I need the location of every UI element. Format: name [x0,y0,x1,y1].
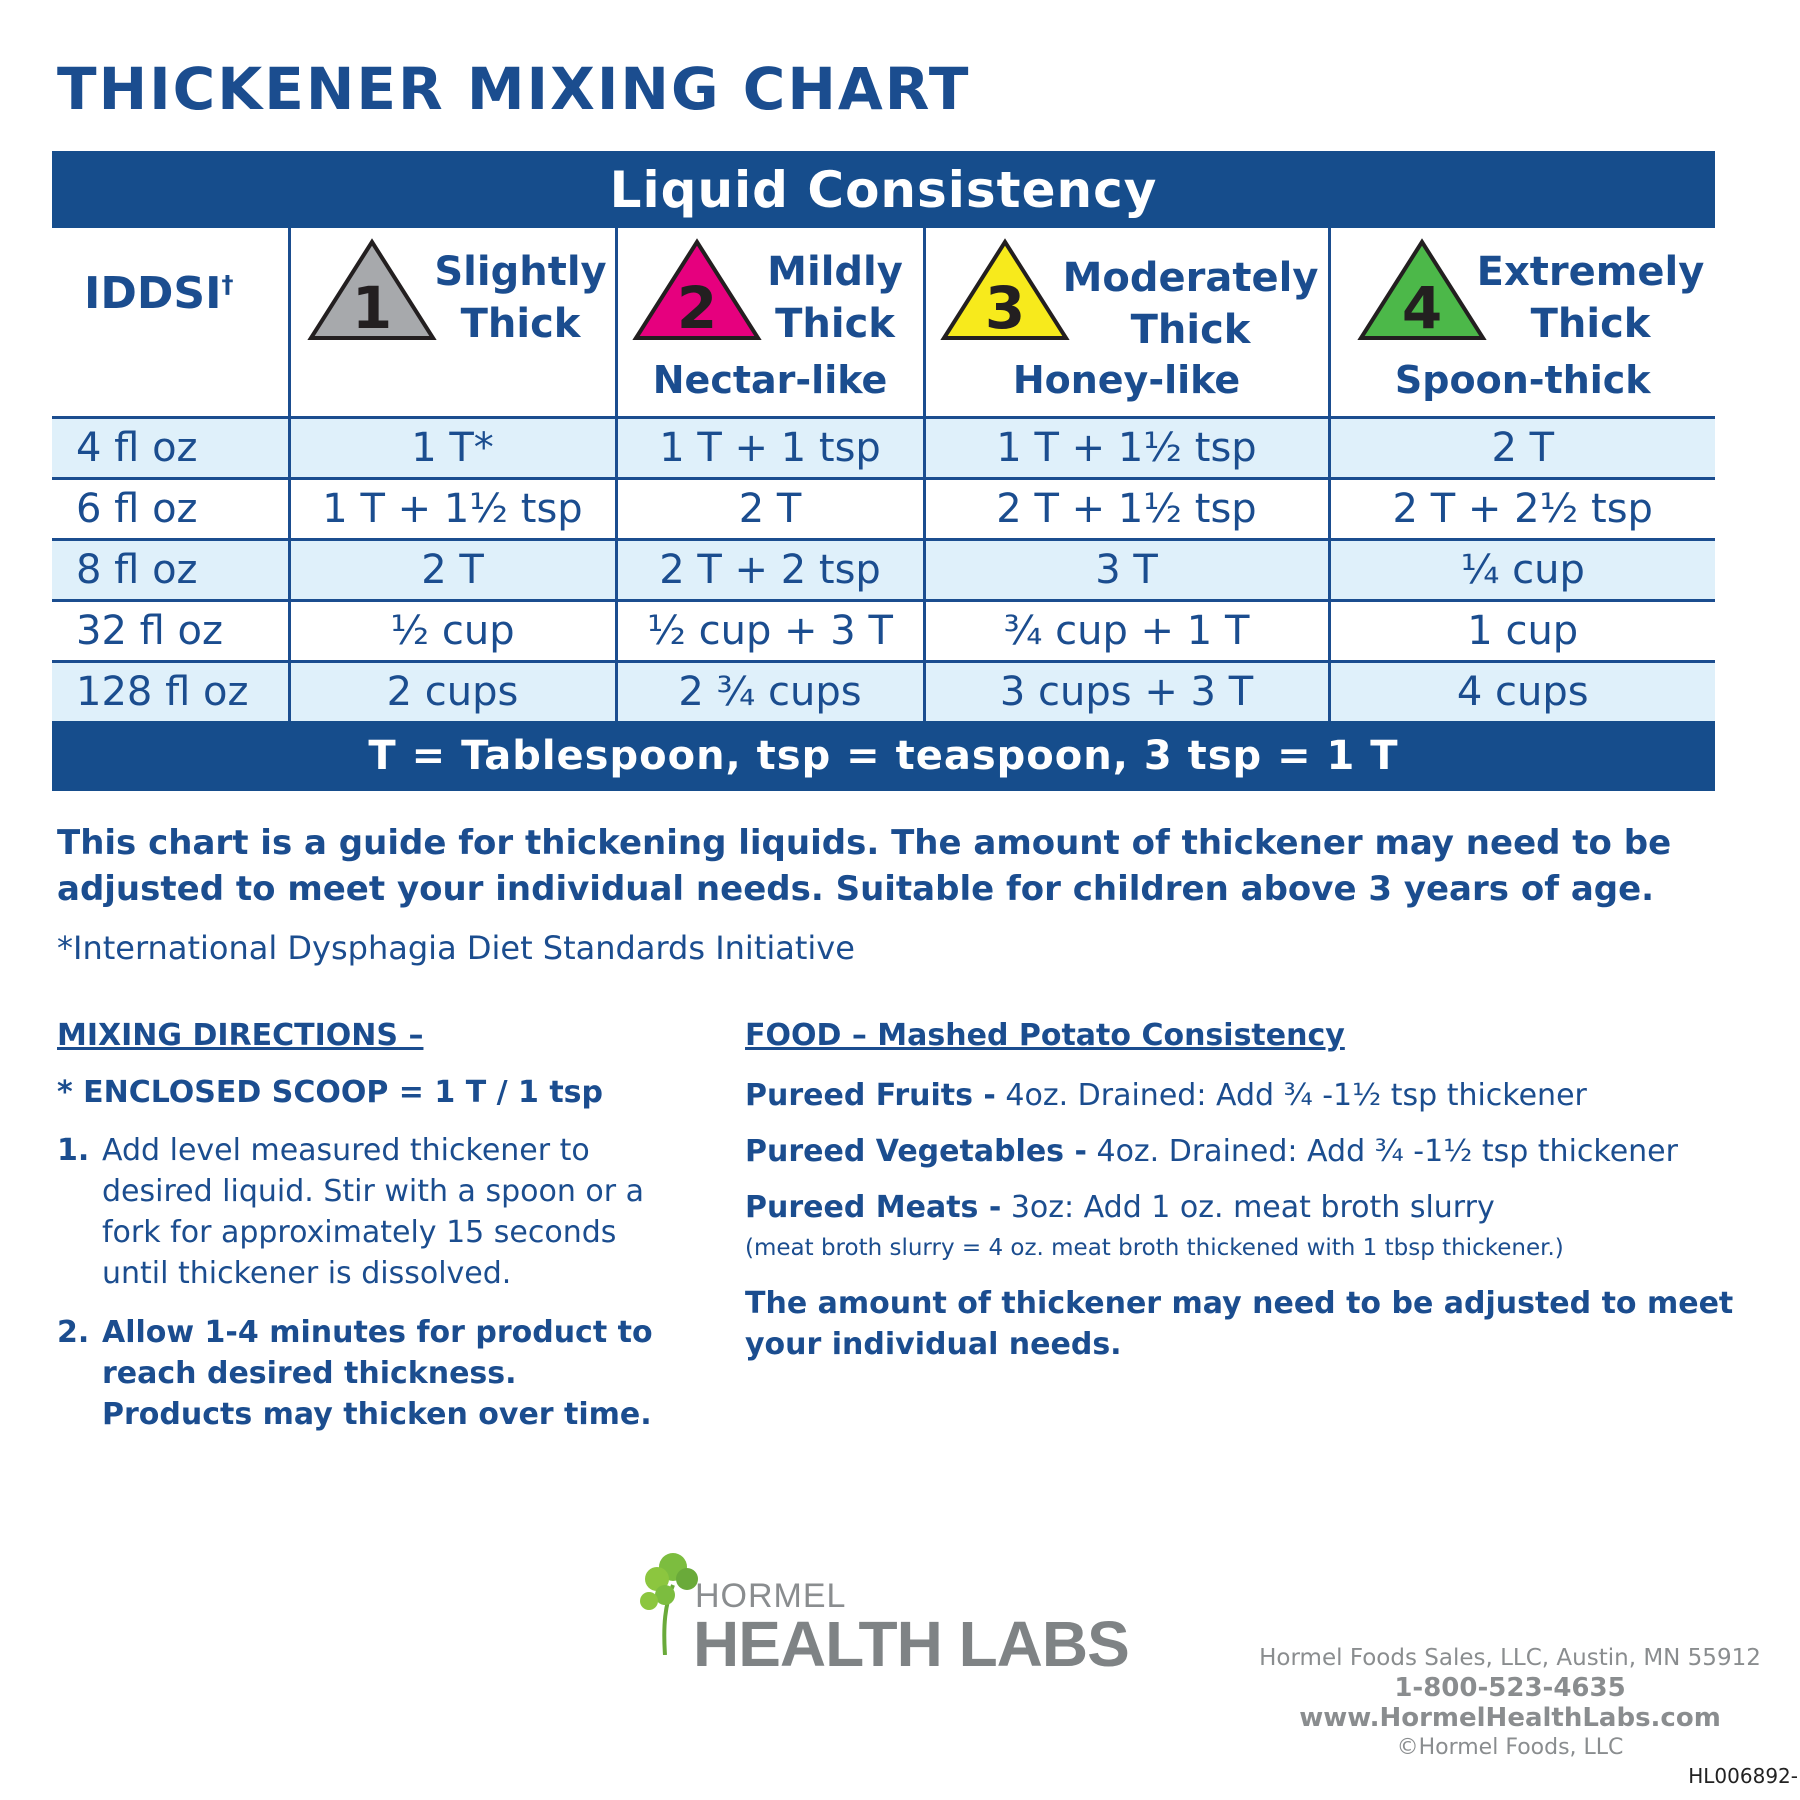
level-2-name: Mildly Thick [767,249,903,347]
list-item: Pureed Fruits - 4oz. Drained: Add ¾ -1½ tsp thickener [745,1078,1587,1113]
table-cell: 1 cup [1329,601,1715,662]
table-cell: 3 T [924,540,1329,601]
table-row [52,540,1715,601]
table-cell: ¼ cup [1329,540,1715,601]
table-cell: 2 T + 2½ tsp [1329,479,1715,540]
level-2-triangle-icon [632,238,762,342]
logo-hormel-text: HORMEL [695,1577,847,1615]
svg-text:4: 4 [1401,274,1442,342]
level-header-row [52,228,1715,418]
iddsi-header-cell [52,228,289,418]
step-number: 1. [57,1133,90,1168]
step-text: Allow 1-4 minutes for product to reach desired thickness. Products may thicken over time. [102,1315,653,1432]
level-1-name: Slightly Thick [434,249,607,347]
level-4-subtitle: Spoon-thick [1394,358,1651,402]
table-cell: ½ cup + 3 T [616,601,924,662]
table-cell: ¾ cup + 1 T [924,601,1329,662]
logo-health-labs-text: HEALTH LABS [693,1608,1129,1680]
website-link[interactable]: www.HormelHealthLabs.com [1299,1703,1721,1733]
list-item [57,1312,657,1435]
table-cell: 2 ¾ cups [616,662,924,722]
hormel-health-labs-logo [635,1545,1175,1680]
food-closing-note: The amount of thickener may need to be adjusted to meet your individual needs. [745,1286,1734,1362]
document-code: HL006892- [1688,1764,1798,1788]
copyright: ©Hormel Foods, LLC [1396,1735,1624,1760]
level-3-triangle-icon [940,238,1070,342]
level-2-header [616,228,924,418]
level-3-header [924,228,1329,418]
table-cell: 2 cups [289,662,616,722]
table-cell: 1 T + 1½ tsp [289,479,616,540]
table-header-band: Liquid Consistency [52,151,1715,228]
table-cell: 2 T [289,540,616,601]
table-row [52,418,1715,479]
mixing-directions-heading: MIXING DIRECTIONS – [57,1018,424,1053]
level-2-subtitle: Nectar-like [652,358,888,402]
table-cell: 1 T + 1½ tsp [924,418,1329,479]
food-heading: FOOD – Mashed Potato Consistency [745,1018,1345,1053]
iddsi-label: IDDSI† [84,268,234,319]
amount-cell: 8 fl oz [52,540,289,601]
scoop-note: * ENCLOSED SCOOP = 1 T / 1 tsp [57,1075,604,1110]
table-cell: 3 cups + 3 T [924,662,1329,722]
iddsi-footnote: *International Dysphagia Diet Standards Initiative [57,929,855,967]
consistency-grid [52,228,1715,721]
slurry-note: (meat broth slurry = 4 oz. meat broth thickened with 1 tbsp thickener.) [745,1235,1564,1261]
level-1-header [289,228,616,418]
guide-text: This chart is a guide for thickening liquids. The amount of thickener may need to be adjusted to meet your individual needs. Suitable for children above 3 years of age. [57,823,1672,909]
page-title: THICKENER MIXING CHART [57,55,971,123]
level-4-header [1329,228,1715,418]
amount-cell: 4 fl oz [52,418,289,479]
level-4-name: Extremely Thick [1476,249,1705,347]
table-cell: 1 T* [289,418,616,479]
table-cell: ½ cup [289,601,616,662]
mixing-chart-table [52,151,1715,791]
company-address: Hormel Foods Sales, LLC, Austin, MN 55912 [1259,1645,1761,1671]
step-text: Add level measured thickener to desired liquid. Stir with a spoon or a fork for approximately 15 seconds until thickener is dissolved. [102,1133,645,1291]
svg-text:1: 1 [351,274,392,342]
list-item [57,1130,657,1294]
table-row [52,662,1715,722]
table-row [52,479,1715,540]
table-cell: 2 T + 2 tsp [616,540,924,601]
mixing-directions-section [57,1018,657,1453]
food-section [745,1018,1745,1365]
table-cell: 2 T [1329,418,1715,479]
units-legend-band: T = Tablespoon, tsp = teaspoon, 3 tsp = 1 T [52,721,1715,791]
amount-cell: 6 fl oz [52,479,289,540]
phone-number: 1-800-523-4635 [1394,1673,1626,1703]
svg-text:2: 2 [676,274,717,342]
level-3-subtitle: Honey-like [1012,358,1241,402]
amount-cell: 128 fl oz [52,662,289,722]
level-1-triangle-icon [307,238,437,342]
table-row [52,601,1715,662]
step-number: 2. [57,1315,90,1350]
svg-text:3: 3 [984,274,1025,342]
table-cell: 2 T + 1½ tsp [924,479,1329,540]
list-item: Pureed Vegetables - 4oz. Drained: Add ¾ -1½ tsp thickener [745,1134,1678,1169]
list-item: Pureed Meats - 3oz: Add 1 oz. meat broth slurry [745,1190,1495,1225]
table-cell: 4 cups [1329,662,1715,722]
contact-block [1230,1643,1790,1763]
table-cell: 1 T + 1 tsp [616,418,924,479]
level-4-triangle-icon [1357,238,1487,342]
amount-cell: 32 fl oz [52,601,289,662]
table-cell: 2 T [616,479,924,540]
level-3-name: Moderately Thick [1062,255,1319,353]
